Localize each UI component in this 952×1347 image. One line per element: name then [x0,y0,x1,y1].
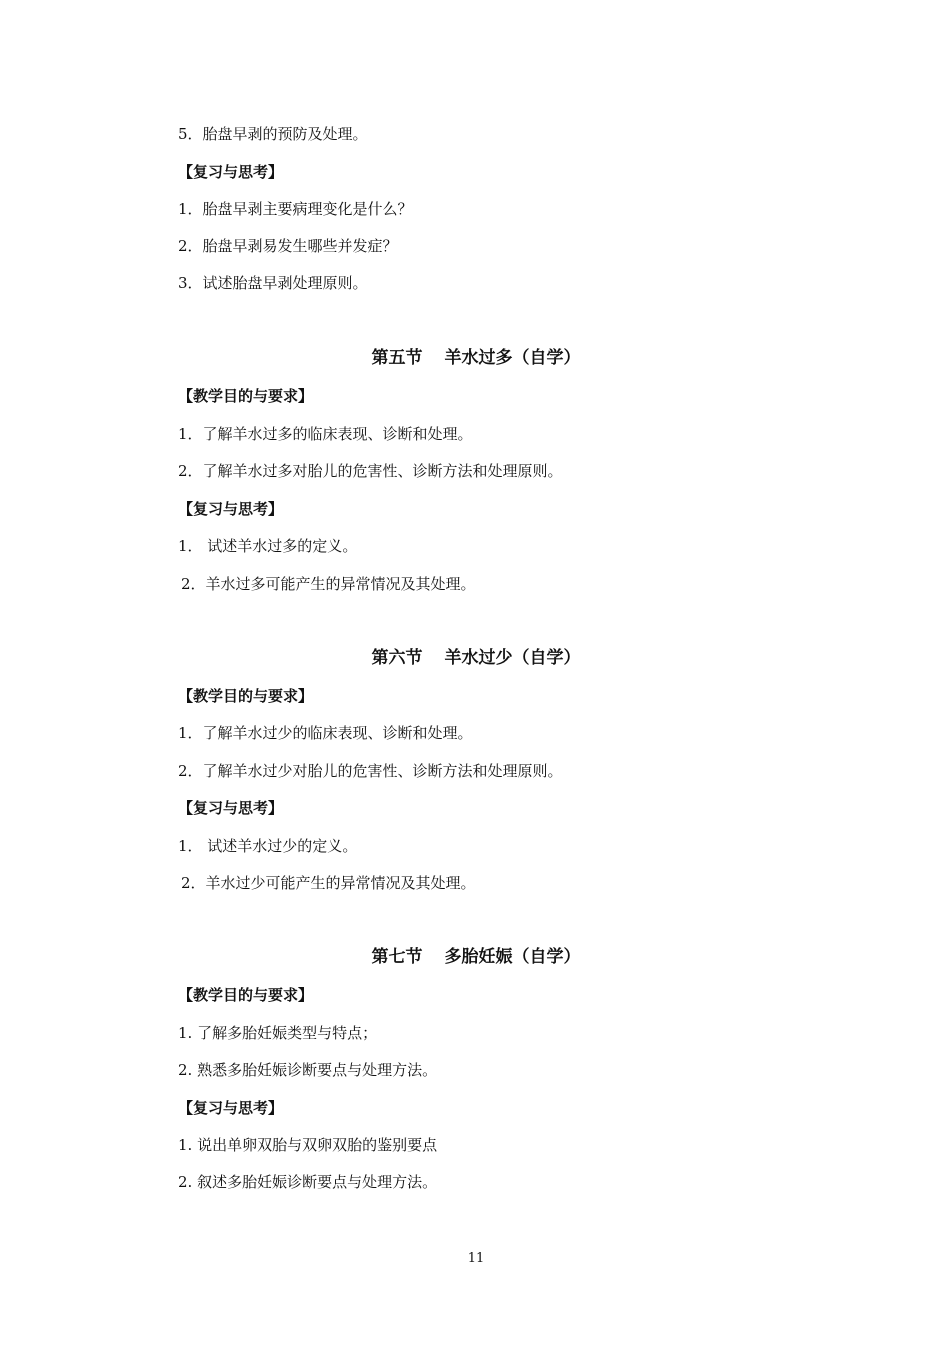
review-heading: 【复习与思考】 [178,163,284,181]
list-item: 2．了解羊水过少对胎儿的危害性、诊断方法和处理原则。 [178,762,563,780]
review-heading: 【复习与思考】 [178,799,284,817]
list-item: 1． 试述羊水过少的定义。 [178,837,358,855]
list-item: 2．了解羊水过多对胎儿的危害性、诊断方法和处理原则。 [178,462,563,480]
list-item: 2. 熟悉多胎妊娠诊断要点与处理方法。 [178,1061,438,1079]
section-name: 多胎妊娠（自学） [444,947,581,967]
list-item: 1．了解羊水过少的临床表现、诊断和处理。 [178,724,473,742]
goals-heading: 【教学目的与要求】 [178,986,314,1004]
section-title [0,946,952,968]
list-item: 1. 说出单卵双胎与双卵双胎的鉴别要点 [178,1136,438,1154]
section-number: 第六节 [371,648,423,668]
list-item: 2．羊水过少可能产生的异常情况及其处理。 [181,874,476,892]
section-title [0,347,952,369]
page-number: 11 [467,1251,485,1266]
list-item: 1. 了解多胎妊娠类型与特点； [178,1024,378,1042]
section-number: 第五节 [371,348,423,368]
list-item: 1．胎盘早剥主要病理变化是什么？ [178,200,413,218]
list-item: 2. 叙述多胎妊娠诊断要点与处理方法。 [178,1173,438,1191]
section-number: 第七节 [371,947,423,967]
review-heading: 【复习与思考】 [178,500,284,518]
section-title [0,647,952,669]
list-item: 1．了解羊水过多的临床表现、诊断和处理。 [178,425,473,443]
section-name: 羊水过多（自学） [444,348,581,368]
goals-heading: 【教学目的与要求】 [178,387,314,405]
review-heading: 【复习与思考】 [178,1099,284,1117]
goals-heading: 【教学目的与要求】 [178,687,314,705]
list-item: 2．胎盘早剥易发生哪些并发症？ [178,237,398,255]
list-item: 1． 试述羊水过多的定义。 [178,537,358,555]
section-name: 羊水过少（自学） [444,648,581,668]
list-item: 5．胎盘早剥的预防及处理。 [178,125,368,143]
list-item: 3．试述胎盘早剥处理原则。 [178,274,368,292]
list-item: 2．羊水过多可能产生的异常情况及其处理。 [181,575,476,593]
